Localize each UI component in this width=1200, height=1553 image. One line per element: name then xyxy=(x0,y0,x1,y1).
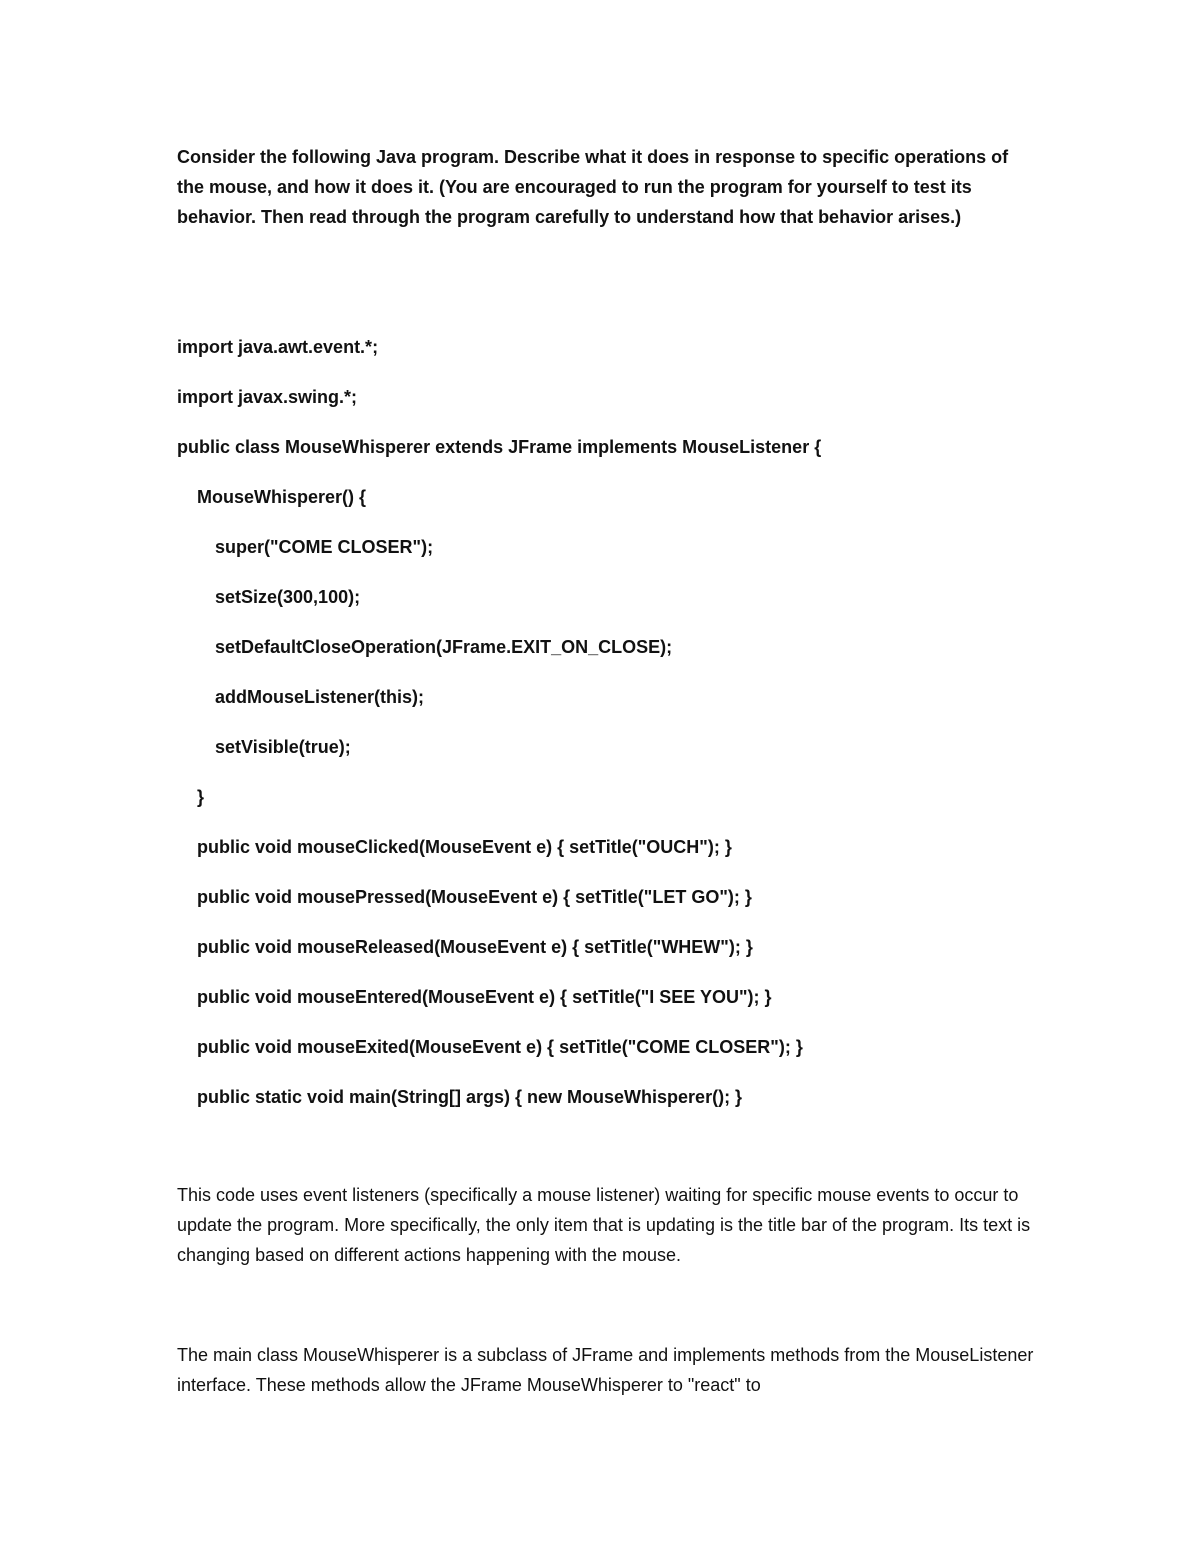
code-listing xyxy=(177,332,1077,1132)
question-paragraph: Consider the following Java program. Describe what it does in response to specific operations of the mouse, and how it does it. (You are encouraged to run the program for yourself to test its behavior. Then read through the program carefully to understand how that behavior arises.) xyxy=(177,147,1009,227)
code-line: public void mouseEntered(MouseEvent e) { setTitle("I SEE YOU"); } xyxy=(197,987,772,1007)
code-line: MouseWhisperer() { xyxy=(197,487,367,507)
code-line: super("COME CLOSER"); xyxy=(215,537,434,557)
code-line: addMouseListener(this); xyxy=(215,687,425,707)
code-line: public void mouseReleased(MouseEvent e) { setTitle("WHEW"); } xyxy=(197,937,753,957)
code-line: public void mouseExited(MouseEvent e) { setTitle("COME CLOSER"); } xyxy=(197,1037,803,1057)
code-line: public static void main(String[] args) { new MouseWhisperer(); } xyxy=(197,1087,743,1107)
code-line: public class MouseWhisperer extends JFrame implements MouseListener { xyxy=(177,437,822,457)
code-line: setDefaultCloseOperation(JFrame.EXIT_ON_CLOSE); xyxy=(215,637,673,657)
code-line: import javax.swing.*; xyxy=(177,387,358,407)
code-line: } xyxy=(197,787,205,807)
code-line: setSize(300,100); xyxy=(215,587,361,607)
code-line: public void mouseClicked(MouseEvent e) { setTitle("OUCH"); } xyxy=(197,837,732,857)
code-line: import java.awt.event.*; xyxy=(177,337,379,357)
code-line: public void mousePressed(MouseEvent e) { setTitle("LET GO"); } xyxy=(197,887,752,907)
answer-paragraph-2: The main class MouseWhisperer is a subclass of JFrame and implements methods from the MouseListener interface. These methods allow the JFrame MouseWhisperer to "react" to xyxy=(177,1345,1034,1395)
code-line: setVisible(true); xyxy=(215,737,351,757)
answer-paragraph-1: This code uses event listeners (specifically a mouse listener) waiting for specific mouse events to occur to update the program. More specifically, the only item that is updating is the title bar of the program. Its text is changing based on different actions happening with the mouse. xyxy=(177,1185,1031,1265)
